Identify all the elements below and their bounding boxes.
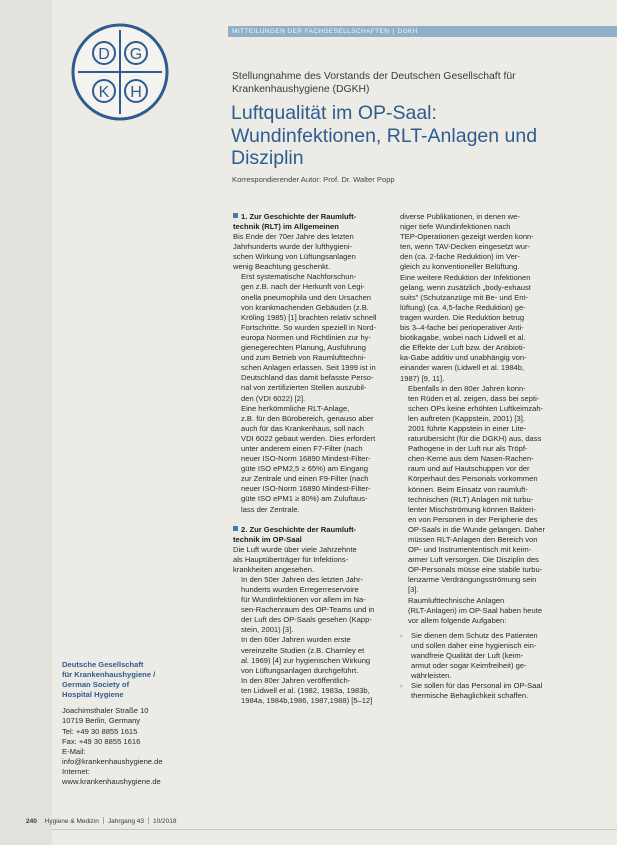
text-column-1 xyxy=(233,212,394,706)
section-heading-1: 1. Zur Geschichte der Raumluft- technik (RLT) im Allgemeinen xyxy=(233,212,357,231)
logo-letter-k: K xyxy=(98,84,110,101)
dgkh-logo xyxy=(70,22,170,122)
title-line: Disziplin xyxy=(231,147,304,169)
paragraph: Bis Ende der 70er Jahre des letzten Jahrhunderts wurde der lufthygieni- schen Wirkung von Lüftungsanlagen wenig Beachtung geschenkt. xyxy=(233,232,356,272)
paragraph: In den 60er Jahren wurden erste vereinzelte Studien (z.B. Charnley et al. 1969) [4] zur hygienischen Wirkung von Lüftungsanlagen durchgeführt. xyxy=(241,635,371,675)
society-name: Deutsche Gesellschaft für Krankenhaushygiene / German Society of Hospital Hygiene xyxy=(62,660,156,700)
paragraph: Erst systematische Nachforschun- gen z.B. nach der Herkunft von Legi- onella pneumophila und den Ursachen von krankmachenden Gebäuden (z.B. Kröling 1985) [1] brachten relativ schnell Fortschritte. So wurden speziell in Nord- europa Normen und Richtlinien zur hy- gienegerechten Planung, Ausführung und zum Betrieb von Raumlufttechni- schen Anlagen erlassen. Seit 1999 ist in Deutschland das damit befasste Perso- nal von zertifizierten Stellen auszubil- den (VDI 6022) [2]. xyxy=(241,272,377,403)
corresponding-author: Korrespondierender Autor: Prof. Dr. Walter Popp xyxy=(232,175,395,184)
logo-letter-h: H xyxy=(130,84,142,101)
fax: Fax: +49 30 8855 1616 xyxy=(62,736,141,746)
square-bullet-icon xyxy=(233,526,238,531)
logo-letter-d: D xyxy=(98,46,110,63)
paragraph: Die Luft wurde über viele Jahrzehnte als Hauptüberträger für Infektions- krankheiten angesehen. xyxy=(233,544,357,574)
logo-letter-g: G xyxy=(129,46,143,63)
section-society: DGKH xyxy=(397,28,418,35)
bullet-item: › Sie dienen dem Schutz des Patienten und sollen daher eine hygienisch ein- wandfreie Qualität der Luft (keim- armut oder sogar Keimfreiheit) ge- währleisten. xyxy=(400,630,538,681)
website-link[interactable]: www.krankenhaushygiene.de xyxy=(62,777,161,787)
internet-label: Internet: xyxy=(62,766,90,776)
journal-name: Hygiene & Medizin xyxy=(44,818,99,825)
street: Joachimsthaler Straße 10 xyxy=(62,706,149,716)
paragraph: Eine herkömmliche RLT-Anlage, z.B. für den Bürobereich, genauso aber auch für das Krankenhaus, soll nach VDI 6022 gebaut werden. Dies erfordert unter anderem einen F7-Filter (nach neuer ISO-Norm 16890 Mindest-Filter- güte ISO ePM2,5 ≥ 65%) am Eingang zur Zentrale und einen F9-Filter (nach neuer ISO-Norm 16890 Mindest-Filter- güte ISO ePM1 ≥ 80%) am Zuluftaus- lass der Zentrale. xyxy=(241,403,376,514)
paragraph: Raumlufttechnische Anlagen (RLT-Anlagen) im OP-Saal haben heute vor allem folgende Aufgaben: xyxy=(408,595,543,625)
page-footer xyxy=(26,817,177,825)
title-line: Wundinfektionen, RLT-Anlagen und xyxy=(231,124,538,147)
section-bar: MITTEILUNGEN DER FACHGESELLSCHAFTEN | DGKH xyxy=(228,26,617,37)
article-subtitle: Stellungnahme des Vorstands der Deutschen Gesellschaft für Krankenhaushygiene (DGKH) xyxy=(232,71,516,95)
paragraph: diverse Publikationen, in denen we- niger tiefe Wundinfektionen nach TEP-Operationen gezeigt werden konn- ten, wenn TAV-Decken eingesetzt wur- den (ca. 2-fache Reduktion) im Ver- gleich zu konventioneller Belüftung. Eine weitere Reduktion der Infektionen gelang, wenn zusätzlich „body-exhaust suits" (Schutzanzüge mit Be- und Ent- lüftung) (ca. 4,5-fache Reduktion) ge- tragen wurden. Die Reduktion betrug bis 3–4-fache bei perioperativer Anti- biotikagabe, wobei nach Lidwell et al. die Effekte der Luft bzw. der Antibioti- ka-Gabe additiv und unabhängig von- einander waren (Lidwell et al. 1984b, 1987) [9, 11]. xyxy=(400,212,534,383)
journal-volume: Jahrgang 43 xyxy=(107,818,145,825)
title-line: Luftqualität im OP-Saal: xyxy=(231,102,437,124)
page-number: 240 xyxy=(26,818,37,825)
bullet-item: › Sie sollen für das Personal im OP-Saal thermische Behaglichkeit schaffen. xyxy=(400,681,543,701)
phone: Tel: +49 30 8855 1615 xyxy=(62,726,138,736)
section-heading-2: 2. Zur Geschichte der Raumluft- technik im OP-Saal xyxy=(233,524,357,544)
section-label: MITTEILUNGEN DER FACHGESELLSCHAFTEN xyxy=(232,28,390,35)
email-label: E-Mail: xyxy=(62,746,86,756)
page-margin-band xyxy=(0,0,52,845)
arrow-bullet-icon: › xyxy=(400,681,403,691)
arrow-bullet-icon: › xyxy=(400,630,403,640)
society-address xyxy=(62,660,222,787)
paragraph: In den 50er Jahren des letzten Jahr- hunderts wurden Erregerreservoire für Wundinfektionen vor allem im Na- sen-Rachenraum des OP-Teams und in der Luft des OP-Saals gesehen (Kapp- stein, 2001) [3]. xyxy=(241,574,375,635)
city: 10719 Berlin, Germany xyxy=(62,716,141,726)
journal-issue: 10/2018 xyxy=(153,818,177,825)
paragraph: 2001 führte Kappstein in einer Lite- raturübersicht (für die DGKH) aus, dass Pathogene in der Luft nur als Tröpf- chen-Kerne aus dem Nasen-Rachen- raum und auf Hautschuppen vor der Körperhaut des Personals vorkommen können. Beim Einsatz von raumluft- technischen (RLT) Anlagen mit turbu- lenter Mischströmung können Bakteri- en von Personen in der Peripherie des OP-Saals in die Wunde gelangen. Daher müssen RLT-Anlagen den Bereich von OP- und Instrumententisch mit keim- armer Luft versorgen. Die Disziplin des OP-Personals müsse eine stabile turbu- lenzarme Verdrängungsströmung sein [3]. xyxy=(408,423,546,595)
email-link[interactable]: info@krankenhaushygiene.de xyxy=(62,756,163,766)
square-bullet-icon xyxy=(233,213,238,218)
article-title xyxy=(231,102,591,170)
footer-rule xyxy=(52,829,617,830)
paragraph: In den 80er Jahren veröffentlich- ten Lidwell et al. (1982, 1983a, 1983b, 1984a, 1984b,1986, 1987,1988) [5–12] xyxy=(241,675,373,706)
paragraph: Ebenfalls in den 80er Jahren konn- ten Rüden et al. zeigen, dass bei septi- schen OPs keine erhöhten Luftkeimzah- len auftreten (Kappstein, 2001) [3]. xyxy=(408,383,544,423)
text-column-2 xyxy=(400,212,566,702)
